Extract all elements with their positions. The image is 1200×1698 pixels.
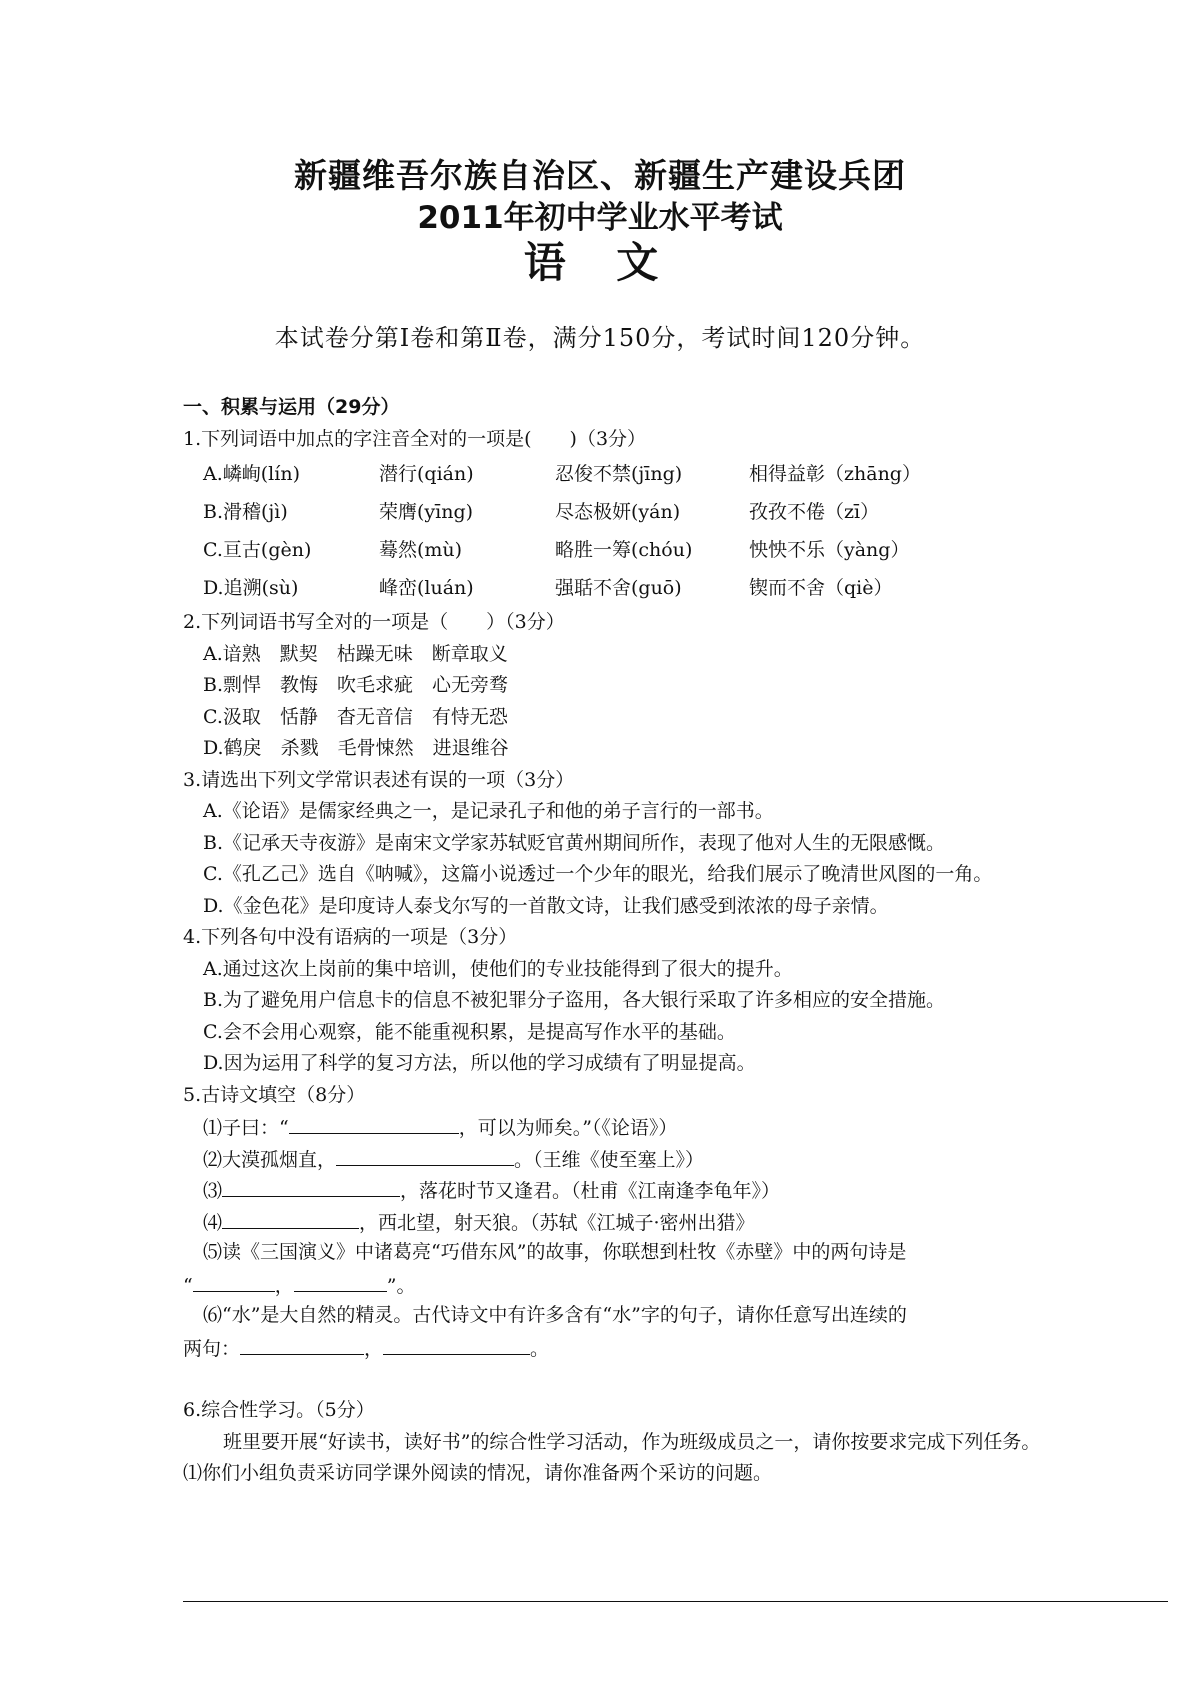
answer-blank[interactable] <box>336 1143 514 1166</box>
question-2-option-d: D.鹤戾 杀戮 毛骨悚然 进退维谷 <box>203 737 509 759</box>
item-text: ”。 <box>386 1274 416 1297</box>
answer-blank[interactable] <box>289 1111 459 1134</box>
item-text: 。 <box>530 1337 550 1360</box>
option-row-b <box>183 493 1043 531</box>
question-6-stem: 6.综合性学习。（5分） <box>183 1399 375 1421</box>
answer-blank[interactable] <box>222 1206 359 1229</box>
option-cell: C.亘古(gèn) <box>203 539 312 561</box>
question-5-item-6-blanks <box>183 1332 1043 1364</box>
question-5-item-6: ⑹“水”是大自然的精灵。古代诗文中有许多含有“水”字的句子，请你任意写出连续的 <box>203 1304 907 1326</box>
question-2-option-c: C.汲取 恬静 杳无音信 有恃无恐 <box>203 705 508 728</box>
answer-line[interactable] <box>183 1601 1168 1602</box>
question-5-item-2 <box>183 1143 1043 1175</box>
option-cell: B.滑稽(jì) <box>203 501 288 523</box>
question-3-option-c: C.《孔乙己》选自《呐喊》，这篇小说透过一个少年的眼光，给我们展示了晚清世风图的一角。 <box>203 863 993 885</box>
option-cell: 相得益彰（zhāng） <box>749 463 921 485</box>
option-cell: 孜孜不倦（zī） <box>749 501 880 523</box>
option-cell: 略胜一筹(chóu) <box>555 539 693 561</box>
question-5-item-5-blanks <box>183 1269 1043 1301</box>
item-text: ⑵大漠孤烟直， <box>203 1148 337 1171</box>
question-5-item-4 <box>183 1206 1043 1238</box>
option-cell: 怏怏不乐（yàng） <box>749 539 910 561</box>
question-5-item-5: ⑸读《三国演义》中诸葛亮“巧借东风”的故事，你联想到杜牧《赤壁》中的两句诗是 <box>203 1241 907 1263</box>
option-cell: 忍俊不禁(jīng) <box>555 463 683 485</box>
item-text: ，落花时节又逢君。（杜甫《江南逢李龟年》） <box>400 1180 781 1202</box>
item-text: 两句： <box>183 1337 241 1360</box>
option-cell: A.嶙峋(lín) <box>203 463 300 485</box>
question-4-option-c: C.会不会用心观察，能不能重视积累，是提高写作水平的基础。 <box>203 1020 736 1043</box>
item-text: ⑴子曰：“ <box>203 1117 289 1139</box>
option-cell: 峰峦(luán) <box>379 577 474 599</box>
question-4-option-a: A.通过这次上岗前的集中培训，使他们的专业技能得到了很大的提升。 <box>203 957 793 980</box>
option-cell: 荣膺(yīng) <box>379 501 474 523</box>
option-row-a <box>183 455 1043 493</box>
question-6-sub-1: ⑴你们小组负责采访同学课外阅读的情况，请你准备两个采访的问题。 <box>183 1462 773 1484</box>
option-cell: 强聒不舍(guō) <box>555 577 682 599</box>
question-1-options <box>183 455 1043 607</box>
option-cell: 蓦然(mù) <box>379 539 463 561</box>
question-1-stem: 1.下列词语中加点的字注音全对的一项是( )（3分） <box>183 427 647 450</box>
answer-blank[interactable] <box>222 1174 400 1197</box>
exam-title-region: 新疆维吾尔族自治区、新疆生产建设兵团 <box>294 156 906 195</box>
question-3-option-d: D.《金色花》是印度诗人泰戈尔写的一首散文诗，让我们感受到浓浓的母子亲情。 <box>203 894 889 917</box>
item-text: ， <box>364 1337 384 1360</box>
option-cell: D.追溯(sù) <box>203 577 299 599</box>
question-4-option-b: B.为了避免用户信息卡的信息不被犯罪分子盗用，各大银行采取了许多相应的安全措施。 <box>203 989 946 1011</box>
exam-intro: 本试卷分第Ⅰ卷和第Ⅱ卷，满分150分，考试时间120分钟。 <box>274 324 926 352</box>
item-text: ， <box>274 1274 294 1297</box>
question-3-option-a: A.《论语》是儒家经典之一，是记录孔子和他的弟子言行的一部书。 <box>203 800 774 822</box>
answer-blank[interactable] <box>383 1332 530 1355</box>
answer-blank[interactable] <box>193 1269 275 1292</box>
question-3-stem: 3.请选出下列文学常识表述有误的一项（3分） <box>183 768 575 791</box>
question-2-option-a: A.谙熟 默契 枯躁无味 断章取义 <box>203 642 508 665</box>
option-cell: 潜行(qián) <box>379 463 474 485</box>
option-row-d <box>183 569 1043 607</box>
item-text: ，可以为师矣。”（《论语》） <box>458 1117 678 1139</box>
question-4-stem: 4.下列各句中没有语病的一项是（3分） <box>183 926 518 948</box>
answer-blank[interactable] <box>240 1332 364 1355</box>
exam-subject: 语 文 <box>523 238 677 287</box>
exam-body <box>183 392 1043 1490</box>
item-text: ⑷ <box>203 1211 223 1234</box>
question-5-item-1 <box>183 1111 1043 1143</box>
option-cell: 锲而不舍（qiè） <box>749 577 893 599</box>
question-5-stem: 5.古诗文填空（8分） <box>183 1083 366 1106</box>
section-heading: 一、积累与运用（29分） <box>183 396 400 418</box>
question-2-option-b: B.剽悍 教悔 吹毛求疵 心无旁骛 <box>203 674 509 696</box>
question-5-item-3 <box>183 1174 1043 1206</box>
question-2-stem: 2.下列词语书写全对的一项是（ ）（3分） <box>183 611 565 633</box>
item-text: ，西北望，射天狼。（苏轼《江城子·密州出猎》 <box>359 1211 755 1234</box>
item-text: “ <box>183 1274 193 1297</box>
answer-blank[interactable] <box>294 1269 387 1292</box>
item-text: 。（王维《使至塞上》） <box>514 1148 705 1171</box>
option-row-c <box>183 531 1043 569</box>
question-6-paragraph: 班里要开展“好读书，读好书”的综合性学习活动，作为班级成员之一，请你按要求完成下列任务。 <box>223 1430 1041 1453</box>
spacer <box>183 1363 1043 1395</box>
question-3-option-b: B.《记承天寺夜游》是南宋文学家苏轼贬官黄州期间所作，表现了他对人生的无限感慨。 <box>203 831 946 854</box>
question-4-option-d: D.因为运用了科学的复习方法，所以他的学习成绩有了明显提高。 <box>203 1052 756 1074</box>
item-text: ⑶ <box>203 1180 223 1202</box>
option-cell: 尽态极妍(yán) <box>555 501 681 523</box>
exam-title-year: 2011年初中学业水平考试 <box>417 200 783 236</box>
